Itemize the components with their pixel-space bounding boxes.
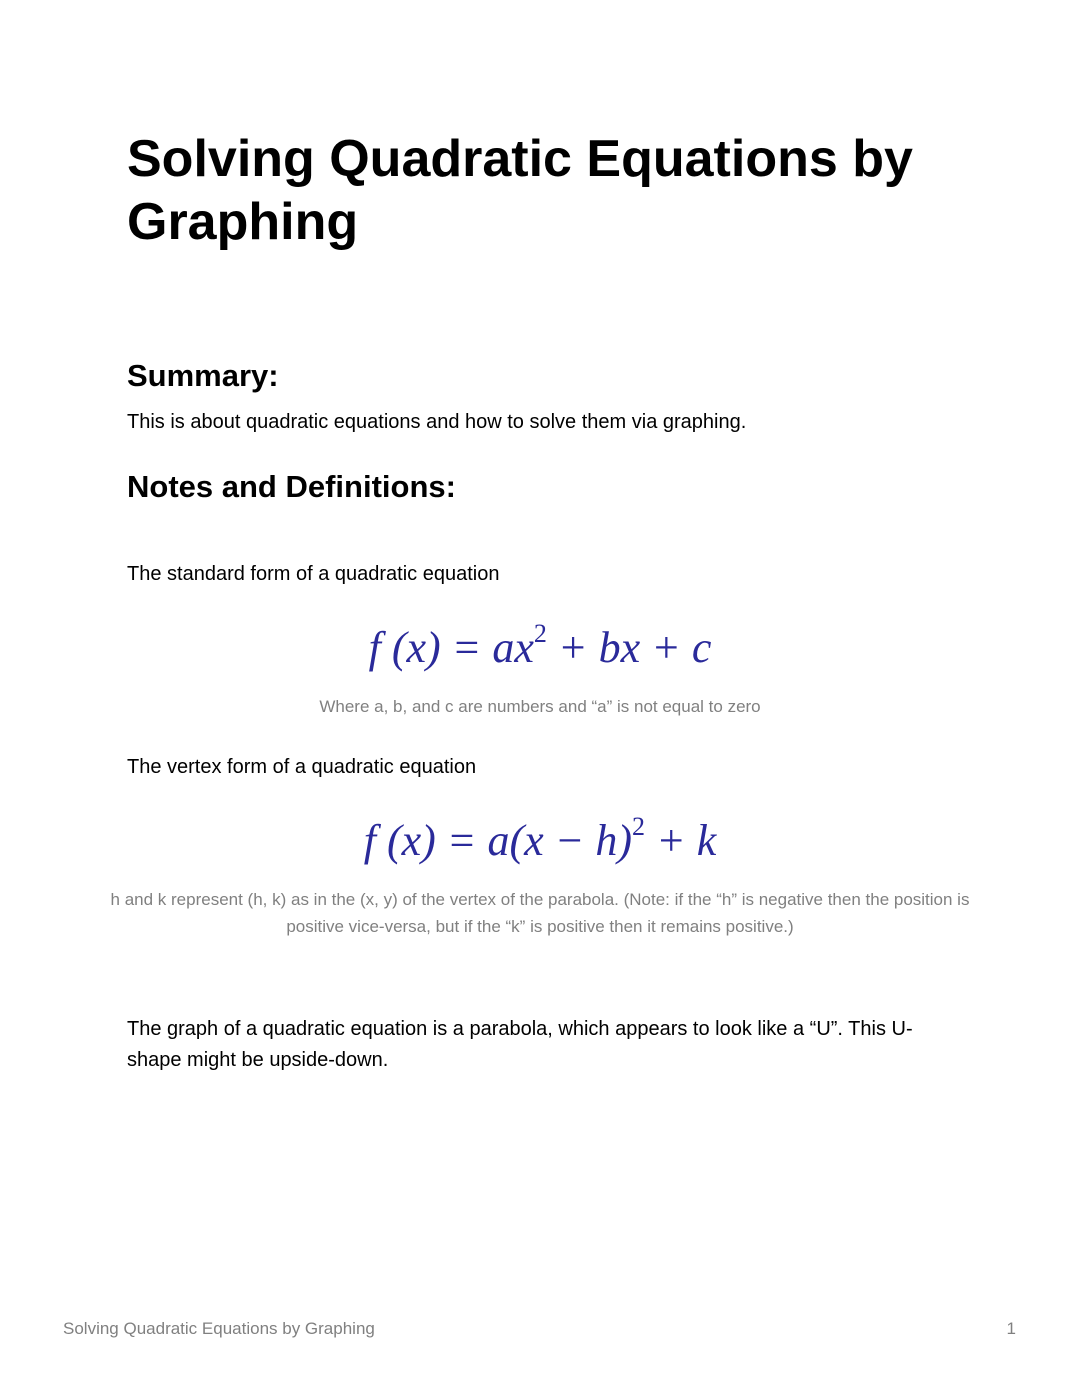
notes-heading: Notes and Definitions: (127, 469, 456, 504)
standard-form-caption: Where a, b, and c are numbers and “a” is not equal to zero (319, 697, 761, 716)
standard-form-equation (0, 619, 1080, 673)
equation-rest: + k (645, 816, 717, 865)
page-title: Solving Quadratic Equations by Graphing (127, 130, 913, 251)
equation-rest: + bx + c (546, 623, 712, 672)
summary-heading: Summary: (127, 358, 279, 393)
vertex-form-intro: The vertex form of a quadratic equation (127, 756, 477, 778)
page-number: 1 (1006, 1319, 1016, 1338)
equation-term: ax (492, 623, 534, 672)
equation-lhs: f (x) = (368, 623, 493, 672)
footer-title: Solving Quadratic Equations by Graphing (63, 1319, 375, 1338)
equation-exponent: 2 (632, 812, 646, 842)
summary-text: This is about quadratic equations and how to solve them via graphing. (127, 411, 747, 433)
vertex-form-equation (0, 812, 1080, 866)
graph-description: The graph of a quadratic equation is a parabola, which appears to look like a “U”. This U-shape might be upside-down. (127, 1018, 913, 1071)
equation-lhs: f (x) = (363, 816, 488, 865)
equation-term: a(x − h) (487, 816, 633, 865)
vertex-form-caption: h and k represent (h, k) as in the (x, y) of the vertex of the parabola. (Note: if the “h” is negative then the position is positive vice-versa, but if the “k” is positive then it remains positive.) (110, 890, 970, 936)
standard-form-intro: The standard form of a quadratic equation (127, 563, 500, 585)
equation-exponent: 2 (533, 619, 547, 649)
